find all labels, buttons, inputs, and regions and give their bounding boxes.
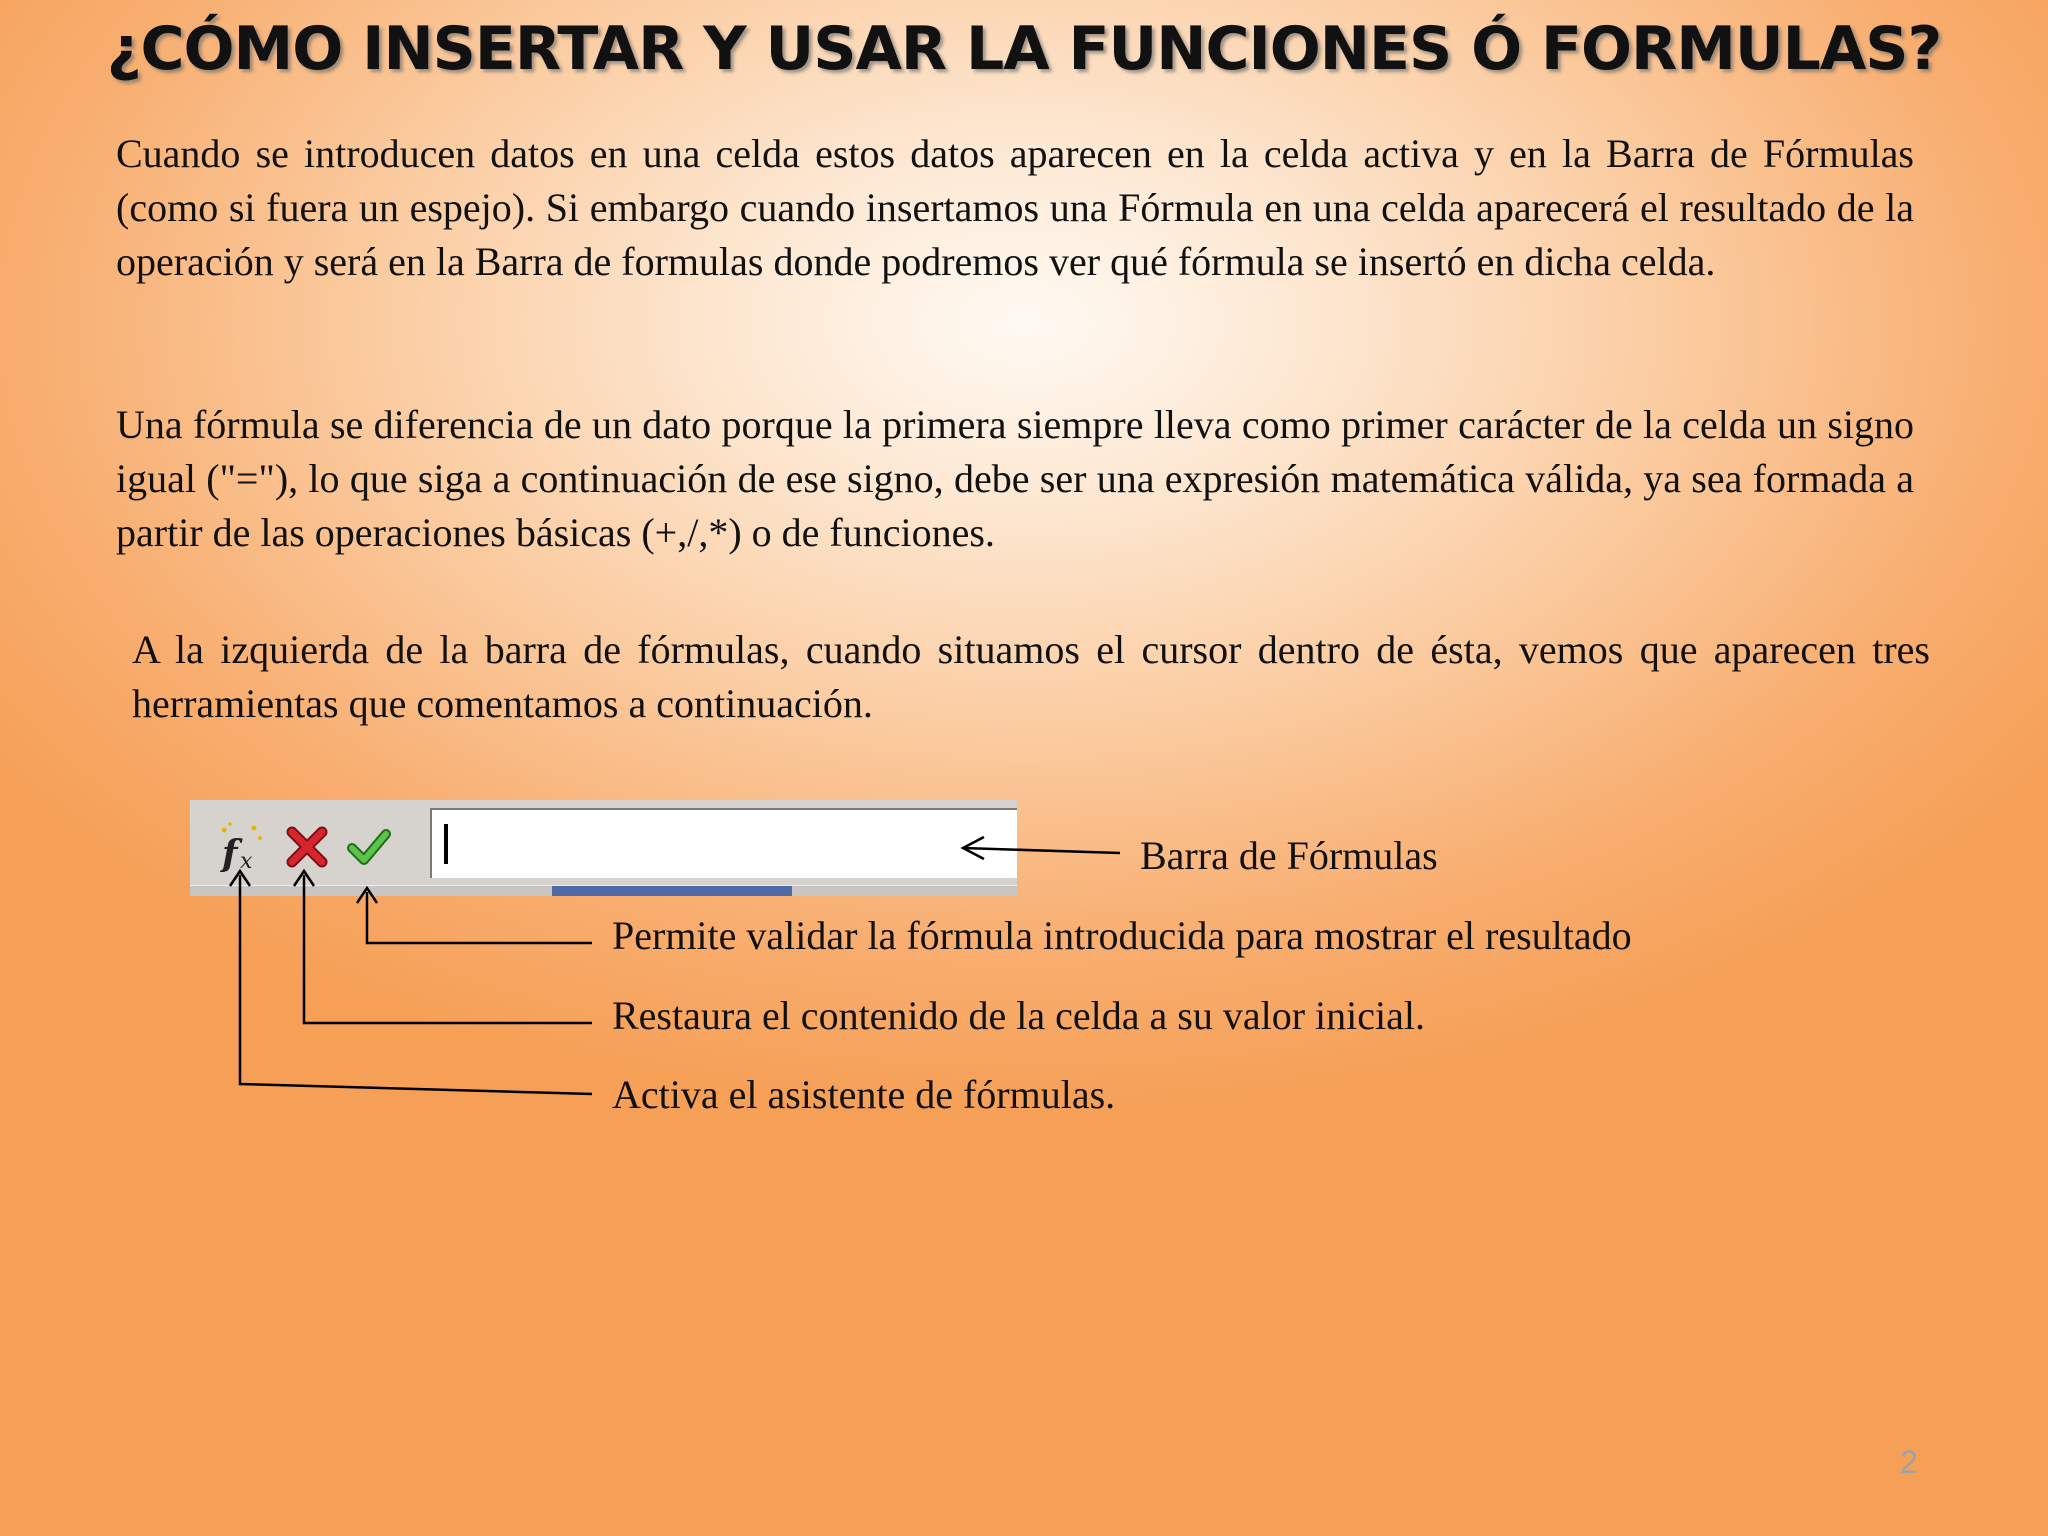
label-formula-bar: Barra de Fórmulas [1140,833,1438,878]
paragraph-formula-bar-mirror: Cuando se introducen datos en una celda estos datos aparecen en la celda activa y en la Barra de Fórmulas (como si fuera un espejo). Si embargo cuando insertamos una Fórmula en una celda aparecerá el resultado de la operación y será en la Barra de formulas donde podremos ver qué fórmula se insertó en dicha celda. [116,131,1914,284]
formula-input-field[interactable] [430,808,1017,878]
label-wizard: Activa el asistente de fórmulas. [612,1072,1116,1117]
slide-title: ¿CÓMO INSERTAR Y USAR LA FUNCIONES Ó FORMULAS? [106,14,1942,84]
paragraph-three-tools: A la izquierda de la barra de fórmulas, cuando situamos el cursor dentro de ésta, vemos que aparecen tres herramientas que comentamos a continuación. [132,627,1930,726]
paragraph-formula-vs-data: Una fórmula se diferencia de un dato porque la primera siempre lleva como primer carácter de la celda un signo igual ("="), lo que siga a continuación de ese signo, debe ser una expresión matemática válida, ya sea formada a partir de las operaciones básicas (+,/,*) o de funciones. [116,402,1914,555]
accept-check-icon[interactable] [344,822,394,872]
function-wizard-icon[interactable] [216,822,266,872]
svg-text:x: x [240,849,253,872]
formula-toolbar-screenshot [190,800,1017,896]
label-restore: Restaura el contenido de la celda a su valor inicial. [612,993,1426,1038]
label-validate: Permite validar la fórmula introducida para mostrar el resultado [612,913,1632,958]
text-cursor [444,824,448,864]
cancel-x-icon[interactable] [282,822,332,872]
page-number: 2 [1900,1444,1918,1480]
selected-column-header [552,886,792,896]
svg-text:f: f [222,833,238,872]
